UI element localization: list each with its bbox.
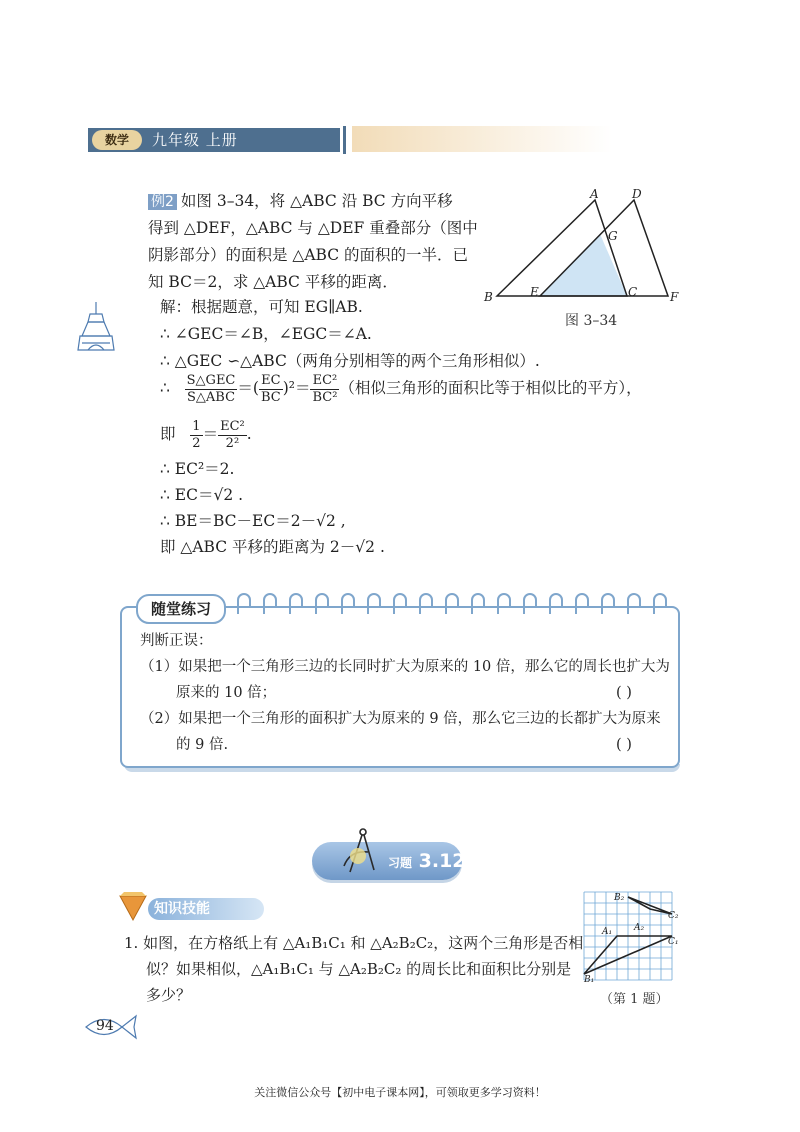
compass-icon: [340, 826, 386, 878]
solution-line-4: ∴ $\frac{\text{S△GEC}}{\text{S△ABC}}$ ＝( $\frac{EC}{BC}$ )²＝ $\frac{\text{EC²}}{\text{BC²}}$ （相似三角形的面积比等于相似比的平方），: [160, 372, 642, 405]
label-f: F: [670, 290, 679, 304]
grid-label-b1: B₁: [584, 975, 595, 984]
label-c: C: [628, 285, 638, 299]
solution-line-7: ∴ EC＝√2 .: [160, 486, 244, 504]
figure-3-34: [480, 186, 690, 308]
practice-intro: 判断正误：: [140, 633, 213, 649]
knowledge-skills-icon: [118, 890, 148, 922]
grid-caption: （第 1 题）: [600, 992, 669, 1007]
label-g: G: [608, 229, 618, 243]
label-e: E: [530, 285, 539, 299]
practice-q2-line-1: （2）如果把一个三角形的面积扩大为原来的 9 倍，那么它三边的长都扩大为原来: [140, 711, 661, 727]
fraction-squared-ratio: $\frac{\text{EC²}}{\text{BC²}}$: [312, 372, 338, 405]
example-line-2: 得到 △DEF，△ABC 与 △DEF 重叠部分（图中: [148, 219, 478, 237]
notebook-rings: [232, 588, 672, 618]
label-d: D: [632, 187, 642, 201]
solution-line-2: ∴ ∠GEC＝∠B，∠EGC＝∠A.: [160, 325, 372, 343]
tower-icon: [74, 300, 118, 352]
exercise-banner-text: 习题 3.12: [388, 850, 466, 872]
fraction-side-ratio: $\frac{EC}{BC}$: [260, 372, 281, 405]
grid-label-a1: A₁: [602, 927, 613, 937]
label-a: A: [590, 187, 599, 201]
label-b: B: [484, 290, 493, 304]
grid-label-c2: C₂: [668, 911, 679, 921]
footer-note: 关注微信公众号【初中电子课本网】，可领取更多学习资料！: [254, 1086, 546, 1099]
fraction-area-ratio: $\frac{\text{S△GEC}}{\text{S△ABC}}$: [186, 372, 236, 405]
grid-label-c1: C₁: [668, 937, 679, 947]
grid-label-b2: B₂: [614, 893, 625, 903]
solution-line-6: ∴ EC²＝2.: [160, 460, 235, 478]
example-line-3: 阴影部分）的面积是 △ABC 的面积的一半．已: [148, 246, 469, 264]
solution-line-1: 解：根据题意，可知 EG∥AB.: [160, 298, 363, 316]
exercise-q1-line-3: 多少？: [146, 986, 192, 1004]
grade-text: 九年级 上册: [152, 131, 238, 149]
exercise-q1-line-2: 似？如果相似，△A₁B₁C₁ 与 △A₂B₂C₂ 的周长比和面积比分别是: [146, 960, 572, 978]
practice-q1-line-2: 原来的 10 倍；: [176, 685, 277, 701]
practice-q2-answer-blank[interactable]: ( ): [616, 737, 632, 753]
practice-q1-answer-blank[interactable]: ( ): [616, 685, 632, 701]
solution-line-3: ∴ △GEC ∽△ABC（两角分别相等的两个三角形相似）.: [160, 352, 540, 370]
solution-line-5: 即 $\frac{1}{2}$ ＝ $\frac{\text{EC²}}{\text{2²}}$ .: [160, 418, 252, 451]
practice-q1-line-1: （1）如果把一个三角形三边的长同时扩大为原来的 10 倍，那么它的周长也扩大为: [140, 659, 670, 675]
fraction-half: $\frac{1}{2}$: [192, 418, 201, 451]
grid-figure: [580, 888, 680, 984]
solution-line-9: 即 △ABC 平移的距离为 2－√2 .: [160, 538, 385, 556]
exercise-q1-line-1: 1. 如图，在方格纸上有 △A₁B₁C₁ 和 △A₂B₂C₂，这两个三角形是否相: [124, 934, 584, 952]
knowledge-skills-tag: 知识技能: [148, 898, 264, 920]
practice-title: 随堂练习: [136, 594, 226, 624]
page-number: 94: [96, 1018, 114, 1034]
solution-line-8: ∴ BE＝BC－EC＝2－√2 ,: [160, 512, 346, 530]
subject-badge: 数学: [92, 130, 142, 150]
header-gradient: [352, 126, 612, 152]
example-tag: 例2: [148, 194, 177, 210]
practice-q2-line-2: 的 9 倍.: [176, 737, 229, 753]
header-separator: [343, 126, 346, 154]
fraction-ec-over-4: $\frac{\text{EC²}}{\text{2²}}$: [220, 418, 245, 451]
example-line-1: 例2 如图 3–34，将 △ABC 沿 BC 方向平移: [148, 188, 453, 216]
figure-caption: 图 3–34: [565, 313, 618, 329]
example-line-4: 知 BC＝2，求 △ABC 平移的距离．: [148, 273, 398, 291]
shaded-region: [540, 234, 627, 296]
grid-label-a2: A₂: [634, 923, 645, 933]
